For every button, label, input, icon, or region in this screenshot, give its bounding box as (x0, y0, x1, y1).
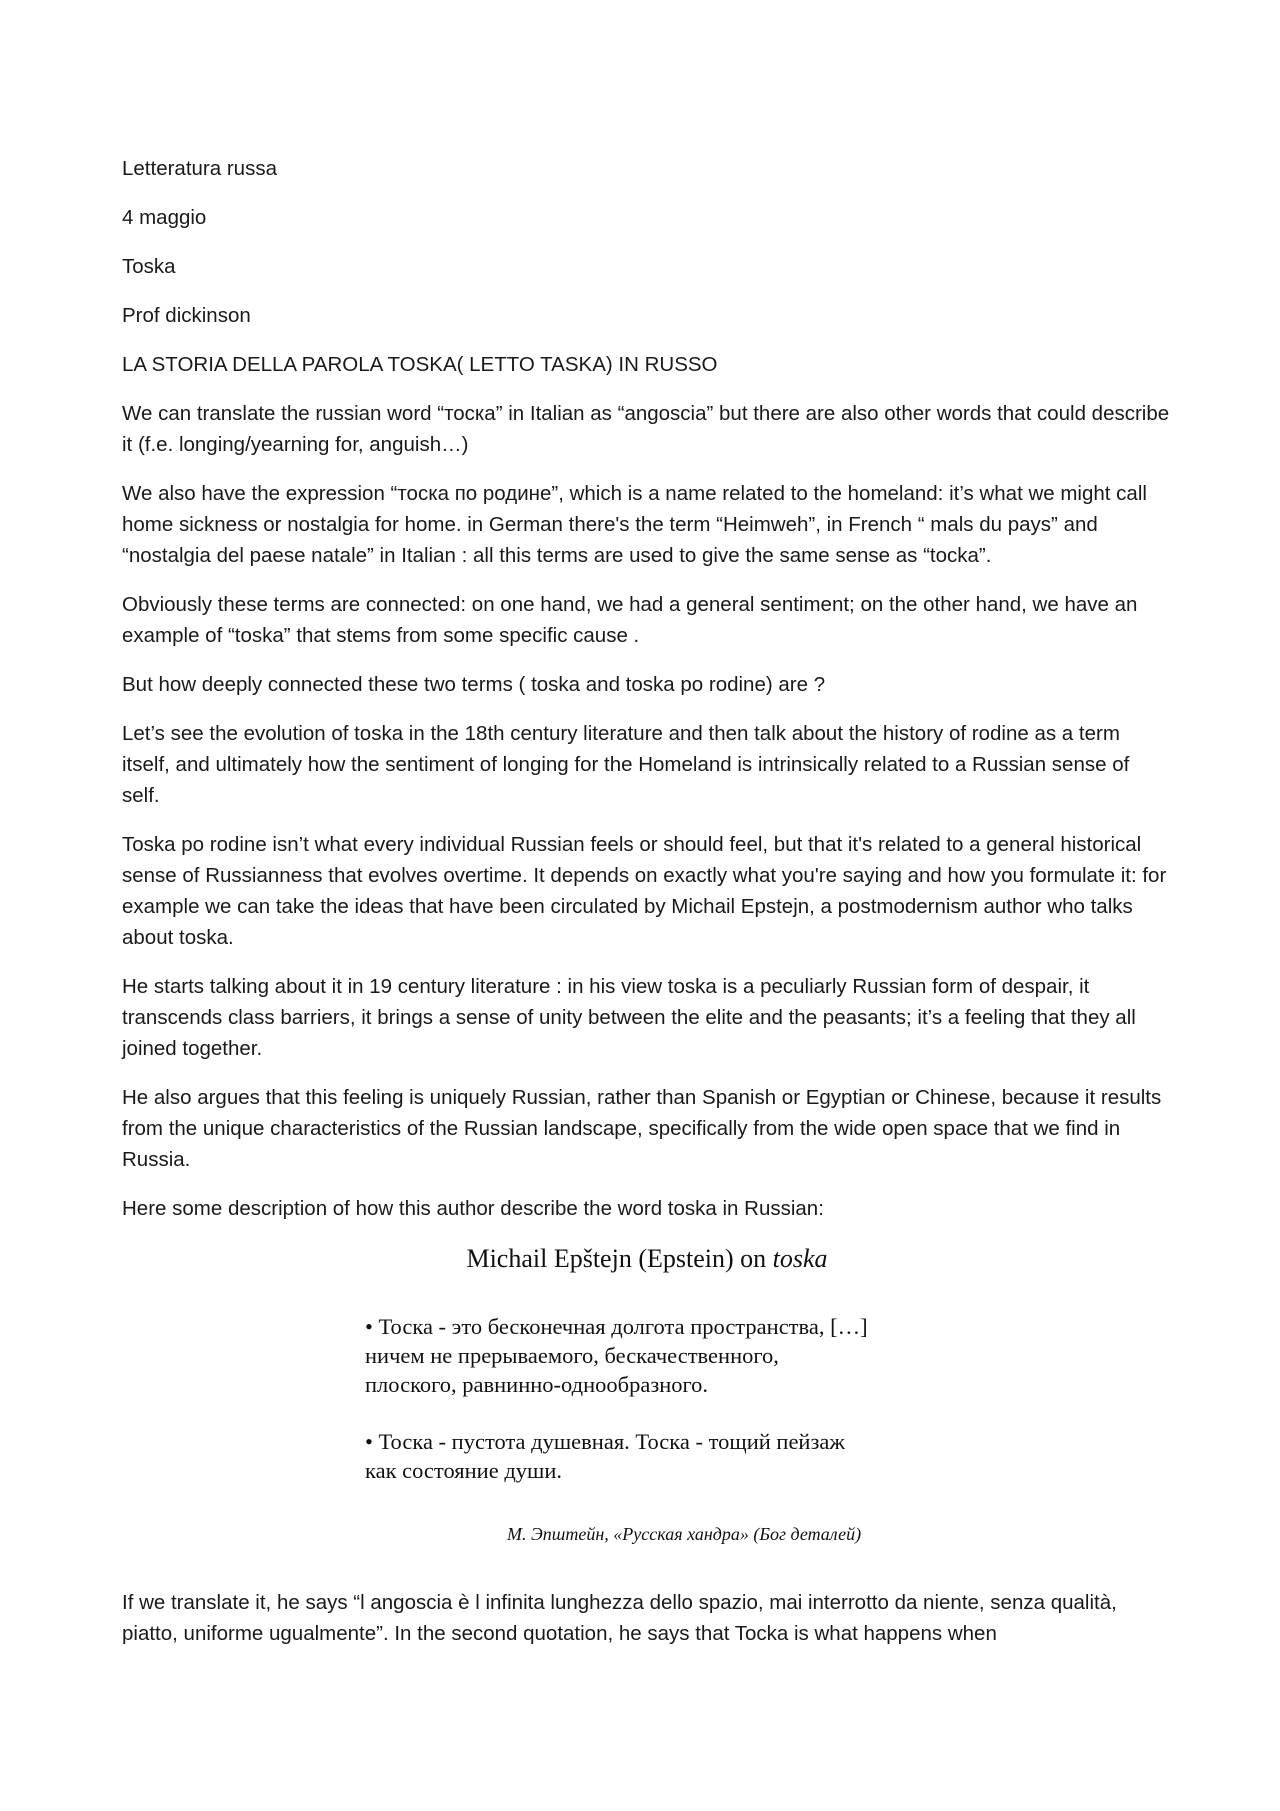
document-body (122, 153, 1172, 1667)
paragraph: Let’s see the evolution of toska in the 18th century literature and then talk about the history of rodine as a term itself, and ultimately how the sentiment of longing for the Homeland is intrinsically related to a Russian sense of self. (122, 722, 1130, 807)
paragraph: We also have the expression “тоска по родине”, which is a name related to the homeland: it’s what we might call home sickness or nostalgia for home. in German there's the term “Heimweh”, in French “ mals du pays” and “nostalgia del paese natale” in Italian : all this terms are used to give the same sense as “tocka”. (122, 482, 1147, 567)
quotation-title-text: Michail Epštejn (Epstein) on (466, 1244, 773, 1273)
quotation-bullet-2: • Тоска - пустота душевная. Тоска - тощий пейзаж как состояние души. (365, 1429, 845, 1483)
quotation-title (122, 1242, 1172, 1276)
quotation-title-italic: toska (772, 1244, 828, 1273)
quotation-bullet-1: • Тоска - это бесконечная долгота пространства, […] ничем не прерываемого, бескачественного, плоского, равнинно-однообразного. (365, 1314, 868, 1397)
paragraph: But how deeply connected these two terms ( toska and toska po rodine) are ? (122, 673, 826, 696)
paragraph: He also argues that this feeling is uniquely Russian, rather than Spanish or Egyptian or Chinese, because it results from the unique characteristics of the Russian landscape, specifically from the wide open space that we find in Russia. (122, 1086, 1162, 1171)
date-line: 4 maggio (122, 206, 207, 229)
quotation-citation: М. Эпштейн, «Русская хандра» (Бог деталей) (507, 1524, 862, 1544)
quotation-image (122, 1242, 1172, 1587)
closing-paragraph: If we translate it, he says “l angoscia è l infinita lunghezza dello spazio, mai interrotto da niente, senza qualità, piatto, uniforme ugualmente”. In the second quotation, he says that Tocka is what happens when (122, 1591, 1117, 1645)
topic-line: Toska (122, 255, 176, 278)
paragraph: Obviously these terms are connected: on one hand, we had a general sentiment; on the other hand, we have an example of “toska” that stems from some specific cause . (122, 593, 1138, 647)
section-heading: LA STORIA DELLA PAROLA TOSKA( LETTO TASKA) IN RUSSO (122, 353, 718, 376)
paragraph: Toska po rodine isn’t what every individual Russian feels or should feel, but that it's related to a general historical sense of Russianness that evolves overtime. It depends on exactly what you're saying and how you formulate it: for example we can take the ideas that have been circulated by Michail Epstejn, a postmodernism author who talks about toska. (122, 833, 1167, 949)
paragraph: He starts talking about it in 19 century literature : in his view toska is a peculiarly Russian form of despair, it transcends class barriers, it brings a sense of unity between the elite and the peasants; it’s a feeling that they all joined together. (122, 975, 1136, 1060)
professor-line: Prof dickinson (122, 304, 251, 327)
paragraph: Here some description of how this author describe the word toska in Russian: (122, 1197, 824, 1220)
paragraph: We can translate the russian word “тоска” in Italian as “angoscia” but there are also other words that could describe it (f.e. longing/yearning for, anguish…) (122, 402, 1170, 456)
course-line: Letteratura russa (122, 157, 277, 180)
